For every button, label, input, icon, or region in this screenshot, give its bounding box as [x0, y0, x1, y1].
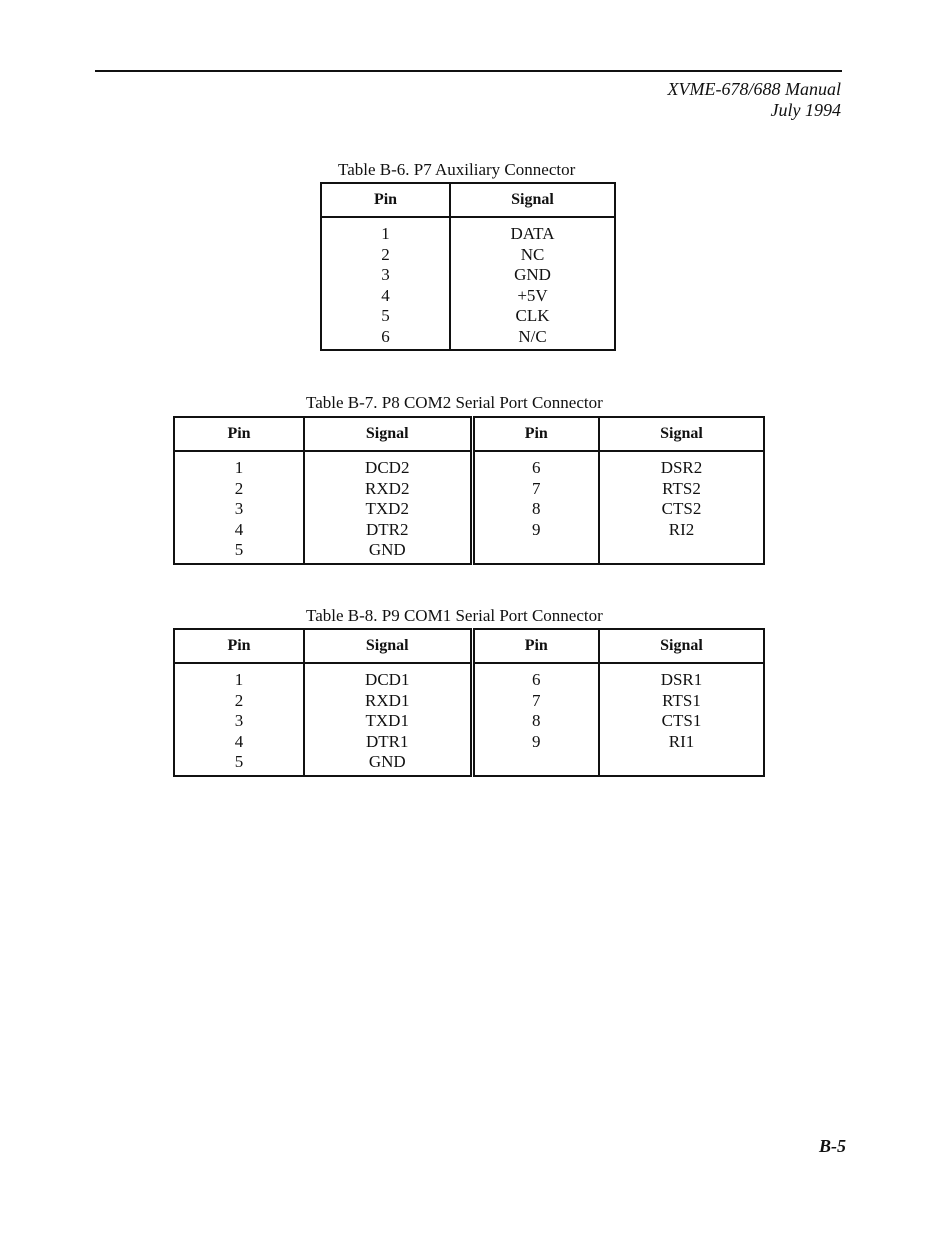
pin-cell: 1 [174, 451, 304, 479]
table-row [321, 327, 615, 351]
table-b7-caption: Table B-7. P8 COM2 Serial Port Connector [306, 393, 603, 412]
table-row [321, 265, 615, 286]
table-row [321, 245, 615, 266]
pin-cell: 5 [321, 306, 450, 327]
pin-cell: 3 [174, 499, 304, 520]
table-b7-header-pin: Pin [174, 417, 304, 451]
signal-cell: DSR2 [660, 458, 703, 477]
pin-cell: 2 [174, 479, 304, 500]
manual-date: July 1994 [770, 100, 841, 120]
pin-cell [472, 752, 599, 776]
table-b6-header-pin: Pin [321, 183, 450, 217]
page-number: B-5 [819, 1136, 846, 1156]
table-row [174, 732, 764, 753]
table-b6-header-signal: Signal [450, 183, 615, 217]
signal-cell: RI2 [668, 519, 695, 539]
pin-cell [472, 540, 599, 564]
pin-cell: 5 [174, 752, 304, 776]
pin-cell: 6 [472, 663, 599, 691]
signal-cell: TXD1 [304, 711, 472, 732]
pin-cell: 4 [174, 732, 304, 753]
table-row [174, 499, 764, 520]
signal-cell: DATA [510, 224, 555, 243]
table-b8 [173, 628, 765, 777]
signal-cell: DSR1 [660, 670, 703, 689]
pin-cell: 3 [321, 265, 450, 286]
signal-cell: RXD2 [304, 479, 472, 500]
table-b7-header-pin-2: Pin [472, 417, 599, 451]
table-b8-header-signal: Signal [304, 629, 472, 663]
signal-cell: GND [304, 540, 472, 564]
table-b8-header-pin: Pin [174, 629, 304, 663]
signal-cell [599, 540, 764, 564]
table-row [321, 217, 615, 245]
pin-cell: 2 [321, 245, 450, 266]
table-row [174, 451, 764, 479]
manual-title: XVME-678/688 Manual [667, 79, 841, 99]
table-row [321, 286, 615, 307]
signal-cell: DCD1 [304, 663, 472, 691]
pin-cell: 7 [472, 479, 599, 500]
signal-cell: CTS2 [661, 499, 702, 518]
signal-cell: GND [304, 752, 472, 776]
pin-cell: 8 [472, 711, 599, 732]
pin-cell: 7 [472, 691, 599, 712]
signal-cell: RTS1 [662, 690, 701, 710]
table-b7-header-signal-2: Signal [599, 417, 764, 451]
table-b6 [320, 182, 616, 351]
pin-cell: 6 [472, 451, 599, 479]
table-b7-header-signal: Signal [304, 417, 472, 451]
signal-cell: N/C [518, 326, 547, 346]
signal-cell: +5V [517, 285, 548, 305]
signal-cell: DTR1 [304, 732, 472, 753]
signal-cell: NC [520, 244, 545, 264]
table-b8-caption: Table B-8. P9 COM1 Serial Port Connector [306, 606, 603, 625]
pin-cell: 9 [472, 732, 599, 753]
pin-cell: 4 [321, 286, 450, 307]
pin-cell: 9 [472, 520, 599, 541]
pin-cell: 1 [321, 217, 450, 245]
table-row [174, 711, 764, 732]
pin-cell: 2 [174, 691, 304, 712]
signal-cell: GND [514, 265, 551, 284]
table-row [174, 663, 764, 691]
signal-cell: RTS2 [662, 478, 701, 498]
pin-cell: 3 [174, 711, 304, 732]
table-b8-header-signal-2: Signal [599, 629, 764, 663]
signal-cell: RI1 [668, 731, 695, 751]
pin-cell: 5 [174, 540, 304, 564]
signal-cell: RXD1 [304, 691, 472, 712]
signal-cell: DCD2 [304, 451, 472, 479]
signal-cell: CTS1 [661, 711, 702, 730]
pin-cell: 4 [174, 520, 304, 541]
table-row [174, 691, 764, 712]
table-b7 [173, 416, 765, 565]
table-row [174, 479, 764, 500]
header-rule [95, 70, 842, 72]
pin-cell: 8 [472, 499, 599, 520]
signal-cell: CLK [515, 306, 550, 325]
signal-cell: DTR2 [304, 520, 472, 541]
pin-cell: 1 [174, 663, 304, 691]
signal-cell: TXD2 [304, 499, 472, 520]
table-b6-caption: Table B-6. P7 Auxiliary Connector [338, 160, 576, 179]
signal-cell [599, 752, 764, 776]
table-row [174, 752, 764, 776]
table-row [174, 540, 764, 564]
table-row [321, 306, 615, 327]
table-row [174, 520, 764, 541]
pin-cell: 6 [321, 327, 450, 351]
table-b8-header-pin-2: Pin [472, 629, 599, 663]
